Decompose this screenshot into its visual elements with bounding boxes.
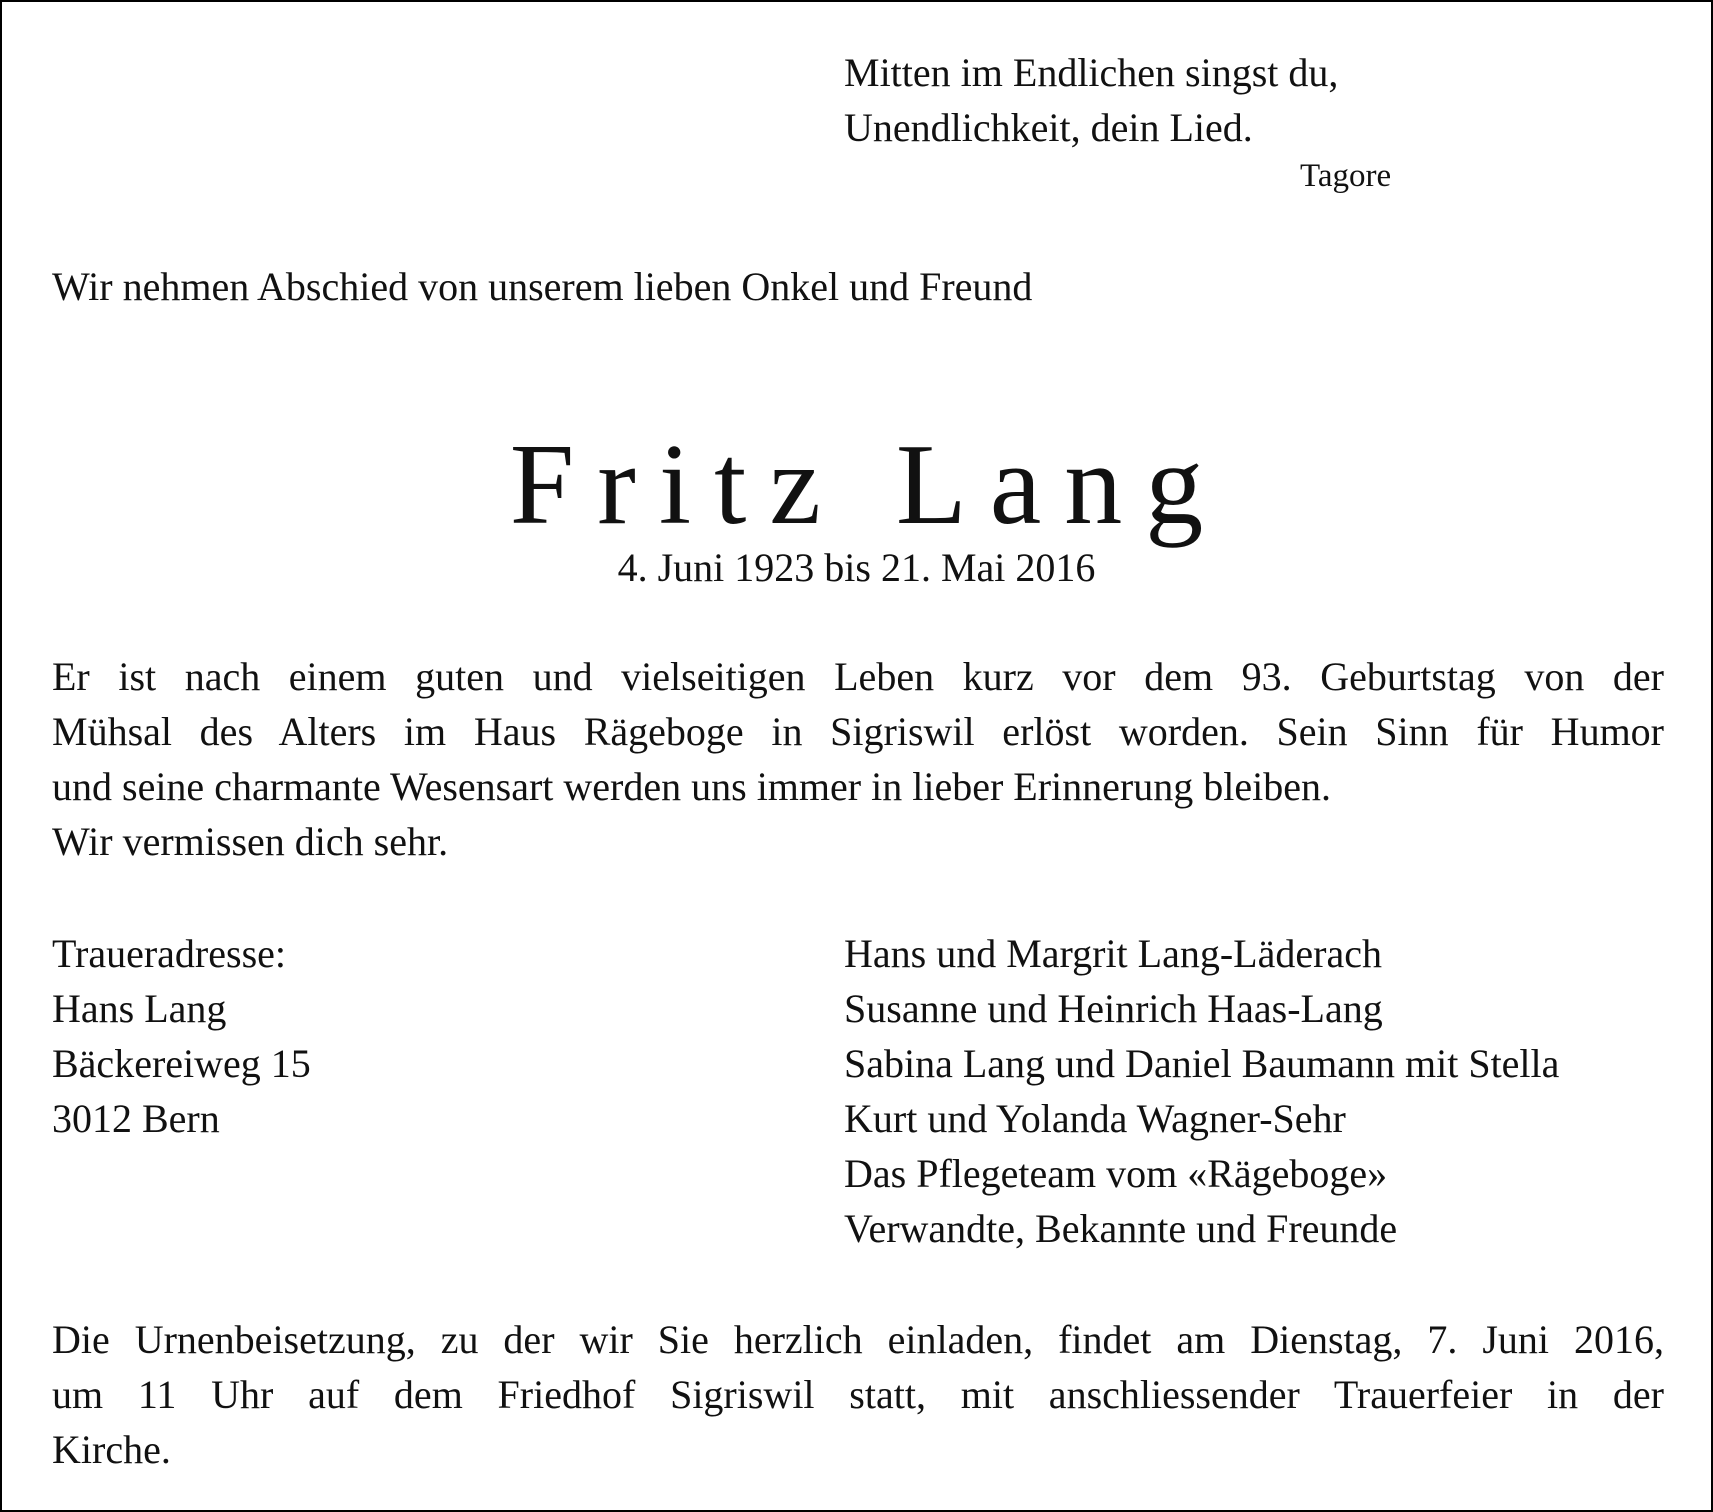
address-line: 3012 Bern <box>52 1096 220 1141</box>
tribute-line: Wir vermissen dich sehr. <box>52 819 449 864</box>
mourner-entry: Susanne und Heinrich Haas-Lang <box>844 986 1383 1031</box>
tribute-paragraph <box>52 649 1664 869</box>
tribute-line: und seine charmante Wesensart werden uns immer in lieber Erinnerung bleiben. <box>52 764 1331 809</box>
mourner-entry: Hans und Margrit Lang-Läderach <box>844 931 1382 976</box>
mourner-entry: Das Pflegeteam vom «Rägeboge» <box>844 1151 1388 1196</box>
address-label: Traueradresse: <box>52 931 287 976</box>
address-line: Hans Lang <box>52 986 227 1031</box>
intro-line: Wir nehmen Abschied von unserem lieben Onkel und Freund <box>52 264 1033 309</box>
ceremony-line: Kirche. <box>52 1427 171 1472</box>
tribute-line: Er ist nach einem guten und vielseitigen Leben kurz vor dem 93. Geburtstag von der <box>52 654 1664 699</box>
mourner-entry: Verwandte, Bekannte und Freunde <box>844 1206 1398 1251</box>
ceremony-paragraph <box>52 1312 1664 1477</box>
tribute-line: Mühsal des Alters im Haus Rägeboge in Sigriswil erlöst worden. Sein Sinn für Humor <box>52 709 1664 754</box>
quote-line: Mitten im Endlichen singst du, <box>844 50 1339 95</box>
mourning-address <box>52 926 311 1146</box>
ceremony-line: um 11 Uhr auf dem Friedhof Sigriswil statt, mit anschliessender Trauerfeier in der <box>52 1372 1664 1417</box>
life-dates: 4. Juni 1923 bis 21. Mai 2016 <box>617 545 1096 590</box>
quote-line: Unendlichkeit, dein Lied. <box>844 105 1253 150</box>
ceremony-line: Die Urnenbeisetzung, zu der wir Sie herzlich einladen, findet am Dienstag, 7. Juni 2016, <box>52 1317 1664 1362</box>
deceased-name: Fritz Lang <box>509 421 1227 549</box>
address-line: Bäckereiweg 15 <box>52 1041 311 1086</box>
mourner-entry: Sabina Lang und Daniel Baumann mit Stella <box>844 1041 1560 1086</box>
epigraph-quote <box>844 45 1338 155</box>
mourners-list <box>844 926 1559 1256</box>
mourner-entry: Kurt und Yolanda Wagner-Sehr <box>844 1096 1346 1141</box>
quote-author: Tagore <box>1300 158 1392 194</box>
